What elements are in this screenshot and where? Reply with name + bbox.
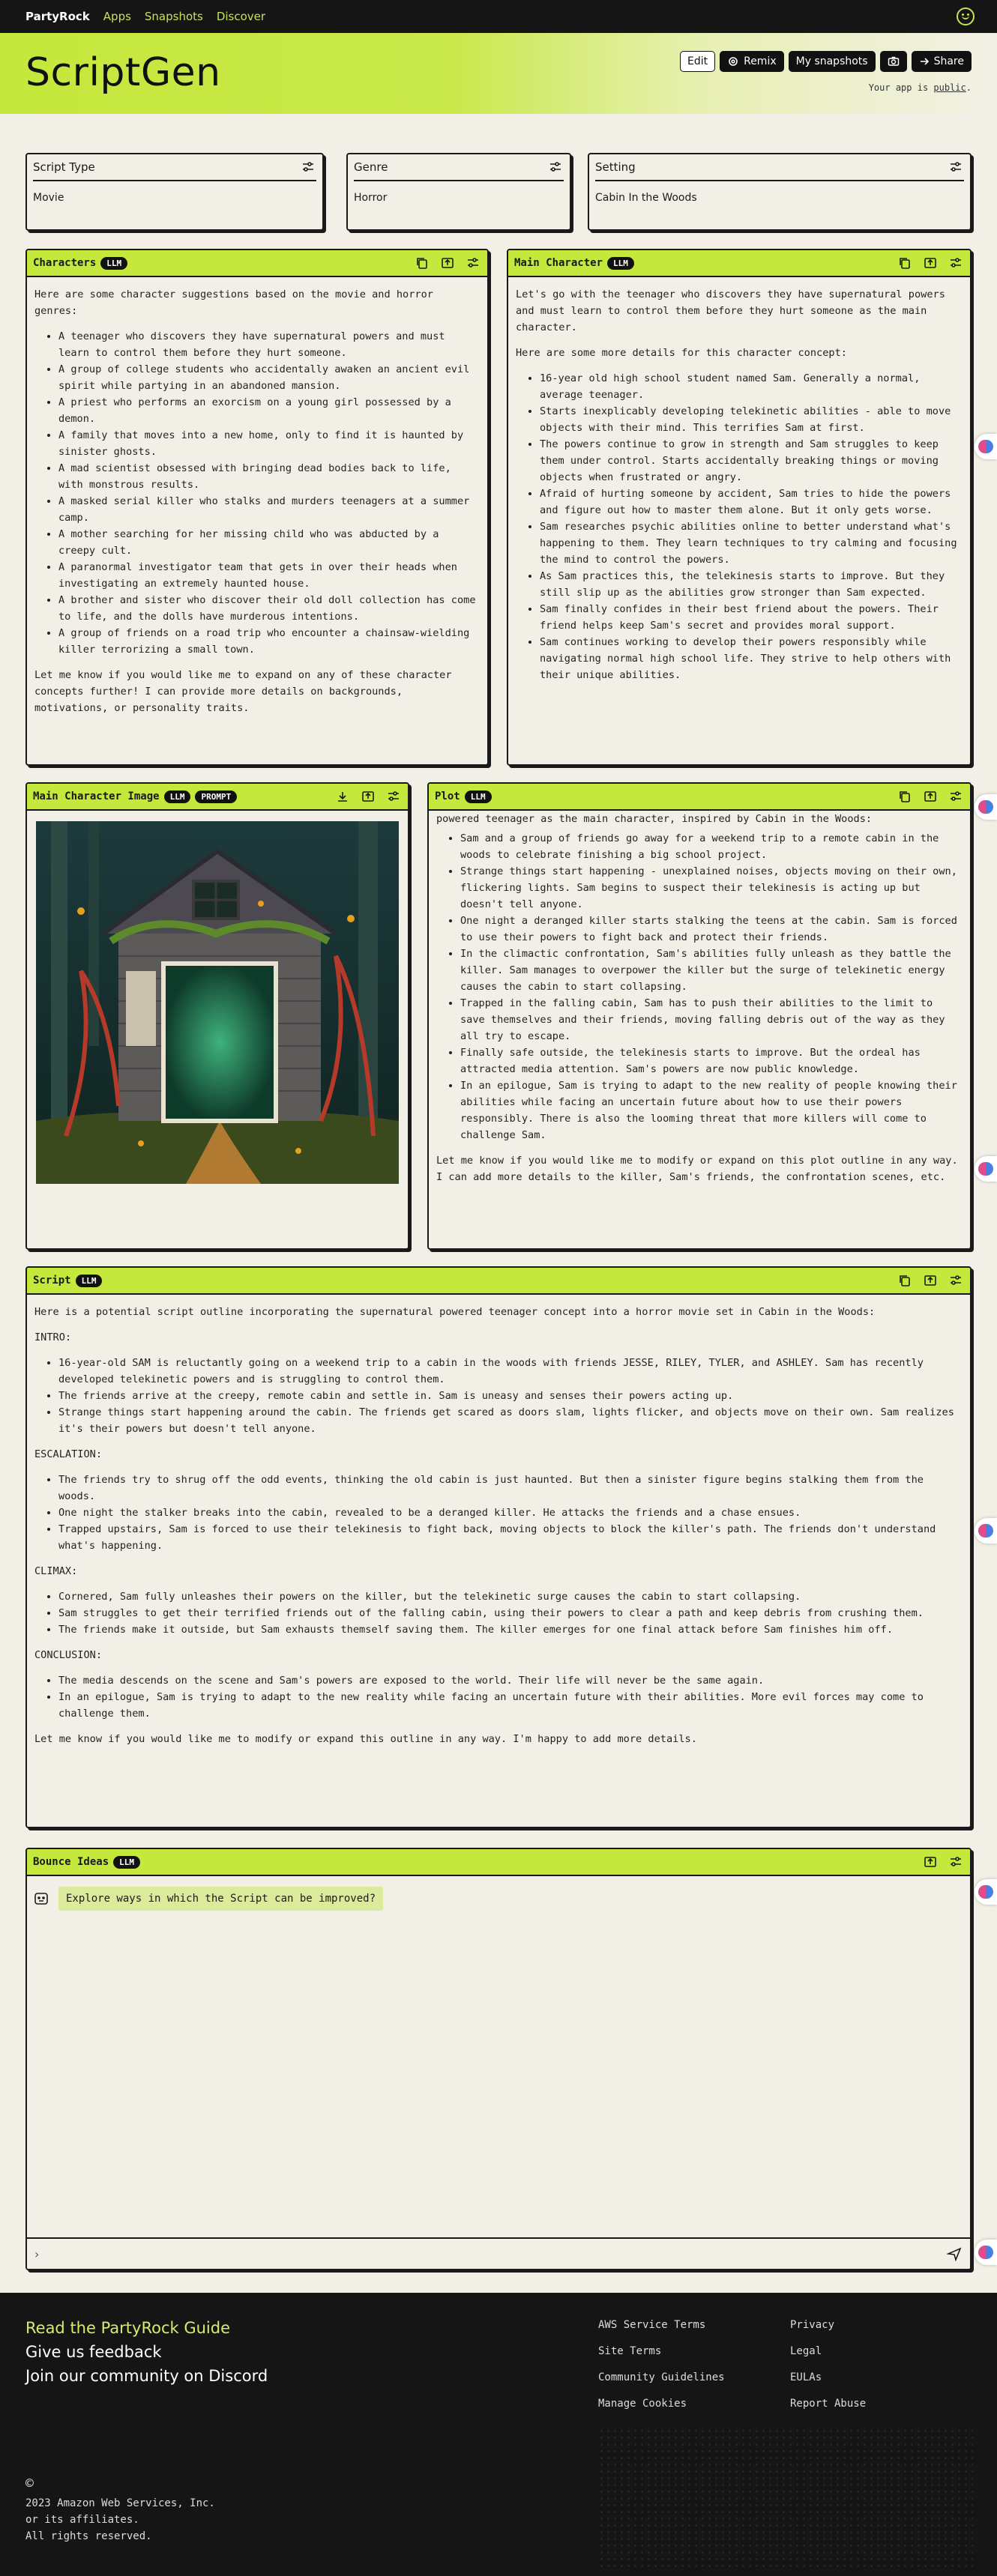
settings-sliders-icon[interactable] [948, 159, 964, 175]
script-section-list [34, 1355, 963, 1437]
list-item: • A priest who performs an exorcism on a young girl possessed by a demon. [58, 394, 480, 427]
section-heading: INTRO: [34, 1331, 72, 1343]
list-item: • Strange things start happening - unexplained noises, objects moving on their own, flickering lights. Sam begins to suspect their telekinesis is acting up but doesn't tell anyone. [460, 863, 963, 913]
share-button-label: Share [933, 55, 964, 67]
characters-list [34, 328, 480, 658]
main-character-image-widget [25, 782, 409, 1250]
copy-icon[interactable] [897, 255, 913, 271]
list-item: • Sam finally confides in their best friend about the powers. Their friend helps keep Sam's secret and provides moral support. [540, 601, 963, 634]
footer-link[interactable]: Site Terms [598, 2345, 662, 2357]
bounce-ideas-widget [25, 1848, 972, 2270]
list-item: • In the climactic confrontation, Sam's abilities fully unleash as they battle the killer. Sam manages to overpower the killer but the surge of telekinetic energy causes the cabin to start collapsing. [460, 946, 963, 995]
main-character-widget [507, 249, 972, 766]
script-intro: Here is a potential script outline incorporating the supernatural powered teenager concept into a horror movie set in Cabin in the Woods: [34, 1306, 876, 1318]
prompt-badge: PROMPT [195, 790, 237, 803]
main-character-intro2: Here are some more details for this character concept: [516, 347, 847, 359]
brain-icon[interactable] [975, 1879, 997, 1905]
footer-link[interactable]: Privacy [790, 2319, 835, 2331]
camera-button[interactable] [880, 51, 907, 72]
footer-link[interactable]: Manage Cookies [598, 2398, 687, 2410]
characters-output [27, 277, 487, 764]
list-item: • Sam and a group of friends go away for a weekend trip to a remote cabin in the woods to celebrate finishing a big school project. [460, 830, 963, 863]
list-item: • Sam continues working to develop their powers responsibly while navigating normal high school life. They strive to help others with their unique abilities. [540, 634, 963, 683]
copyright-line: 2023 Amazon Web Services, Inc. [25, 2497, 215, 2509]
genre-title: Genre [354, 160, 388, 174]
guide-link[interactable]: Read the PartyRock Guide [25, 2319, 231, 2337]
list-item: • Afraid of hurting someone by accident, Sam tries to hide the powers and figure out how to master them alone. But it only gets worse. [540, 486, 963, 518]
script-section-list [34, 1472, 963, 1554]
section-heading: CLIMAX: [34, 1565, 78, 1577]
list-item: • Strange things start happening around the cabin. The friends get scared as doors slam, lights flicker, and objects move on their own. Sam realizes it's their powers but doesn't tell anyone. [58, 1404, 963, 1437]
llm-badge: LLM [76, 1275, 103, 1287]
generated-cabin-image [36, 821, 399, 1184]
brain-icon[interactable] [975, 1156, 997, 1182]
plot-title: Plot [435, 790, 460, 802]
download-icon[interactable] [334, 788, 351, 805]
section-heading: ESCALATION: [34, 1448, 103, 1460]
characters-intro: Here are some character suggestions based on the movie and horror genres: [34, 288, 433, 317]
copy-icon[interactable] [897, 788, 913, 805]
list-item: • A brother and sister who discover their old doll collection has come to life, and the dolls have murderous intentions. [58, 592, 480, 625]
chevron-right-icon: › [34, 2246, 40, 2261]
plot-widget [427, 782, 972, 1250]
footer-link[interactable]: AWS Service Terms [598, 2319, 706, 2331]
app-header [0, 33, 997, 114]
list-item: • One night the stalker breaks into the cabin, revealed to be a deranged killer. He attacks the friends and a chase ensues. [58, 1505, 963, 1521]
list-item: • Trapped in the falling cabin, Sam has to push their abilities to the limit to save themselves and their friends, moving falling debris out of the way as they all try to escape. [460, 995, 963, 1044]
setting-title: Setting [595, 160, 636, 174]
list-item: • The friends try to shrug off the odd events, thinking the old cabin is just haunted. But then a sinister figure begins stalking them from the woods. [58, 1472, 963, 1505]
footer-link[interactable]: Legal [790, 2345, 822, 2357]
genre-widget [346, 153, 571, 231]
list-item: • A mad scientist obsessed with bringing dead bodies back to life, with monstrous results. [58, 460, 480, 493]
edit-button-label: Edit [687, 55, 708, 67]
characters-widget [25, 249, 489, 766]
section-heading: CONCLUSION: [34, 1649, 103, 1661]
visibility-note-suffix: . [966, 82, 972, 93]
remix-icon [727, 55, 739, 67]
copyright [25, 2476, 215, 2545]
settings-sliders-icon[interactable] [948, 255, 964, 271]
visibility-note-prefix: Your app is [868, 82, 934, 93]
nav-link-discover[interactable]: Discover [216, 10, 266, 23]
script-widget [25, 1266, 972, 1828]
public-link[interactable]: public [933, 82, 966, 93]
list-item: • Trapped upstairs, Sam is forced to use their telekinesis to fight back, moving objects to block the killer's path. The friends don't understand what's happening. [58, 1521, 963, 1554]
list-item: • In an epilogue, Sam is trying to adapt to the new reality while facing an uncertain future with their abilities. More evil forces may come to challenge them. [58, 1689, 963, 1722]
list-item: • Finally safe outside, the telekinesis starts to improve. But the ordeal has attracted media attention. Sam's powers are now public knowledge. [460, 1044, 963, 1077]
list-item: • One night a deranged killer starts stalking the teens at the cabin. Sam is forced to use their powers to fight back and protect their friends. [460, 913, 963, 946]
export-icon[interactable] [922, 1272, 939, 1289]
plot-outro: Let me know if you would like me to modify or expand on this plot outline in any way. I can add more details to the killer, Sam's friends, the confrontation scenes, etc. [436, 1155, 958, 1183]
main-character-title: Main Character [514, 257, 603, 269]
settings-sliders-icon[interactable] [948, 788, 964, 805]
characters-outro: Let me know if you would like me to expand on any of these character concepts further! I can provide more details on backgrounds, motivations, or personality traits. [34, 669, 452, 714]
settings-sliders-icon[interactable] [300, 159, 316, 175]
list-item: • Sam researches psychic abilities online to better understand what's happening to them. They learn techniques to try calming and focusing the mind to control the powers. [540, 518, 963, 568]
list-item: • In an epilogue, Sam is trying to adapt to the new reality of people knowing their abilities while facing an uncertain future about how to use their powers responsibly. There is also the looming threat that more killers will come to challenge Sam. [460, 1077, 963, 1143]
copy-icon[interactable] [897, 1272, 913, 1289]
main-character-intro: Let's go with the teenager who discovers they have supernatural powers and must learn to control them before they hurt someone as the main character. [516, 288, 945, 333]
llm-badge: LLM [100, 257, 127, 270]
setting-widget [588, 153, 972, 231]
list-item: • A paranormal investigator team that gets in over their heads when investigating an extremely haunted house. [58, 559, 480, 592]
list-item: • Sam struggles to get their terrified friends out of the falling cabin, using their powers to clear a path and keep debris from crushing them. [58, 1605, 963, 1621]
footer-dot-pattern [598, 2428, 973, 2570]
nav-link-apps[interactable]: Apps [103, 10, 131, 23]
settings-sliders-icon[interactable] [948, 1272, 964, 1289]
chat-input-bar [27, 2237, 970, 2269]
script-output [27, 1295, 970, 1819]
llm-badge: LLM [465, 790, 492, 803]
list-item: • The friends make it outside, but Sam exhausts themself saving them. The killer emerges for one final attack before Sam finishes him off. [58, 1621, 963, 1638]
visibility-note [869, 82, 972, 93]
top-nav [0, 0, 997, 33]
settings-sliders-icon[interactable] [547, 159, 564, 175]
llm-badge: LLM [607, 257, 634, 270]
arrow-right-icon [919, 56, 930, 67]
list-item: • The powers continue to grow in strength and Sam struggles to keep them under control. Starts accidentally breaking things or moving objects when frustrated or angry. [540, 436, 963, 486]
list-item: • The media descends on the scene and Sam's powers are exposed to the world. Their life will never be the same again. [58, 1672, 963, 1689]
chat-input[interactable] [45, 2243, 946, 2265]
llm-badge: LLM [113, 1856, 140, 1869]
copyright-symbol: © [25, 2476, 34, 2491]
script-outro: Let me know if you would like me to modify or expand this outline in any way. I'm happy to add more details. [34, 1733, 697, 1745]
copyright-line: All rights reserved. [25, 2530, 152, 2542]
list-item: • A teenager who discovers they have supernatural powers and must learn to control them before they hurt someone. [58, 328, 480, 361]
script-type-title: Script Type [33, 160, 95, 174]
nav-link-snapshots[interactable]: Snapshots [144, 10, 203, 23]
footer-link[interactable]: Report Abuse [790, 2398, 867, 2410]
copyright-line: or its affiliates. [25, 2514, 139, 2526]
camera-icon [888, 55, 900, 67]
main-character-list [516, 370, 963, 683]
script-type-widget [25, 153, 324, 231]
script-section-list [34, 1672, 963, 1722]
list-item: • 16-year old high school student named Sam. Generally a normal, average teenager. [540, 370, 963, 403]
plot-intro: powered teenager as the main character, inspired by Cabin in the Woods: [436, 813, 873, 825]
plot-list [436, 830, 963, 1143]
brain-icon[interactable] [975, 2240, 997, 2265]
main-character-image-title: Main Character Image [33, 790, 160, 802]
feedback-link[interactable]: Give us feedback [25, 2343, 162, 2361]
setting-input[interactable]: Cabin In the Woods [595, 192, 697, 204]
brain-icon[interactable] [975, 434, 997, 459]
main-character-output [508, 277, 970, 749]
list-item: • Starts inexplicably developing telekinetic abilities - able to move objects with their mind. This terrifies Sam at first. [540, 403, 963, 436]
footer [0, 2293, 997, 2576]
export-icon[interactable] [360, 788, 376, 805]
llm-badge: LLM [164, 790, 191, 803]
script-title: Script [33, 1275, 71, 1287]
genre-input[interactable]: Horror [354, 192, 388, 204]
list-item: • A family that moves into a new home, only to find it is haunted by sinister ghosts. [58, 427, 480, 460]
bounce-ideas-title: Bounce Ideas [33, 1856, 109, 1868]
list-item: • 16-year-old SAM is reluctantly going on a weekend trip to a cabin in the woods with friends JESSE, RILEY, TYLER, and ASHLEY. Sam has recently developed telekinetic powers and is struggling to control them. [58, 1355, 963, 1388]
export-icon[interactable] [439, 255, 456, 271]
export-icon[interactable] [922, 1854, 939, 1870]
plot-output [429, 811, 970, 1245]
discord-link[interactable]: Join our community on Discord [25, 2367, 268, 2385]
my-snapshots-label: My snapshots [795, 55, 868, 67]
share-button[interactable] [912, 51, 972, 72]
brain-icon[interactable] [975, 794, 997, 820]
list-item: • A masked serial killer who stalks and murders teenagers at a summer camp. [58, 493, 480, 526]
list-item: • As Sam practices this, the telekinesis starts to improve. But they still slip up as the abilities grow stronger than Sam expected. [540, 568, 963, 601]
remix-button[interactable] [720, 51, 784, 72]
list-item: • A mother searching for her missing child who was abducted by a creepy cult. [58, 526, 480, 559]
app-title: ScriptGen [25, 50, 221, 95]
settings-sliders-icon[interactable] [948, 1854, 964, 1870]
list-item: • Cornered, Sam fully unleashes their powers on the killer, but the telekinetic surge causes the cabin to start collapsing. [58, 1588, 963, 1605]
list-item: • A group of friends on a road trip who encounter a chainsaw-wielding killer terrorizing a small town. [58, 625, 480, 658]
edit-button[interactable] [680, 51, 715, 72]
user-avatar-icon[interactable] [957, 7, 975, 25]
bot-avatar-icon [33, 1890, 49, 1907]
list-item: • A group of college students who accidentally awaken an ancient evil spirit while partying in an abandoned mansion. [58, 361, 480, 394]
copy-icon[interactable] [414, 255, 430, 271]
script-section-list [34, 1588, 963, 1638]
characters-title: Characters [33, 257, 97, 269]
brand-logo[interactable]: PartyRock [25, 10, 90, 23]
remix-button-label: Remix [744, 55, 777, 67]
send-icon[interactable] [946, 2246, 963, 2262]
script-type-input[interactable]: Movie [33, 192, 64, 204]
settings-sliders-icon[interactable] [385, 788, 402, 805]
suggestion-chip[interactable]: Explore ways in which the Script can be improved? [58, 1887, 383, 1911]
export-icon[interactable] [922, 788, 939, 805]
list-item: • The friends arrive at the creepy, remote cabin and settle in. Sam is uneasy and senses their powers acting up. [58, 1388, 963, 1404]
export-icon[interactable] [922, 255, 939, 271]
footer-link[interactable]: Community Guidelines [598, 2371, 725, 2383]
brain-icon[interactable] [975, 1518, 997, 1544]
settings-sliders-icon[interactable] [465, 255, 481, 271]
footer-link[interactable]: EULAs [790, 2371, 822, 2383]
my-snapshots-button[interactable] [789, 51, 876, 72]
